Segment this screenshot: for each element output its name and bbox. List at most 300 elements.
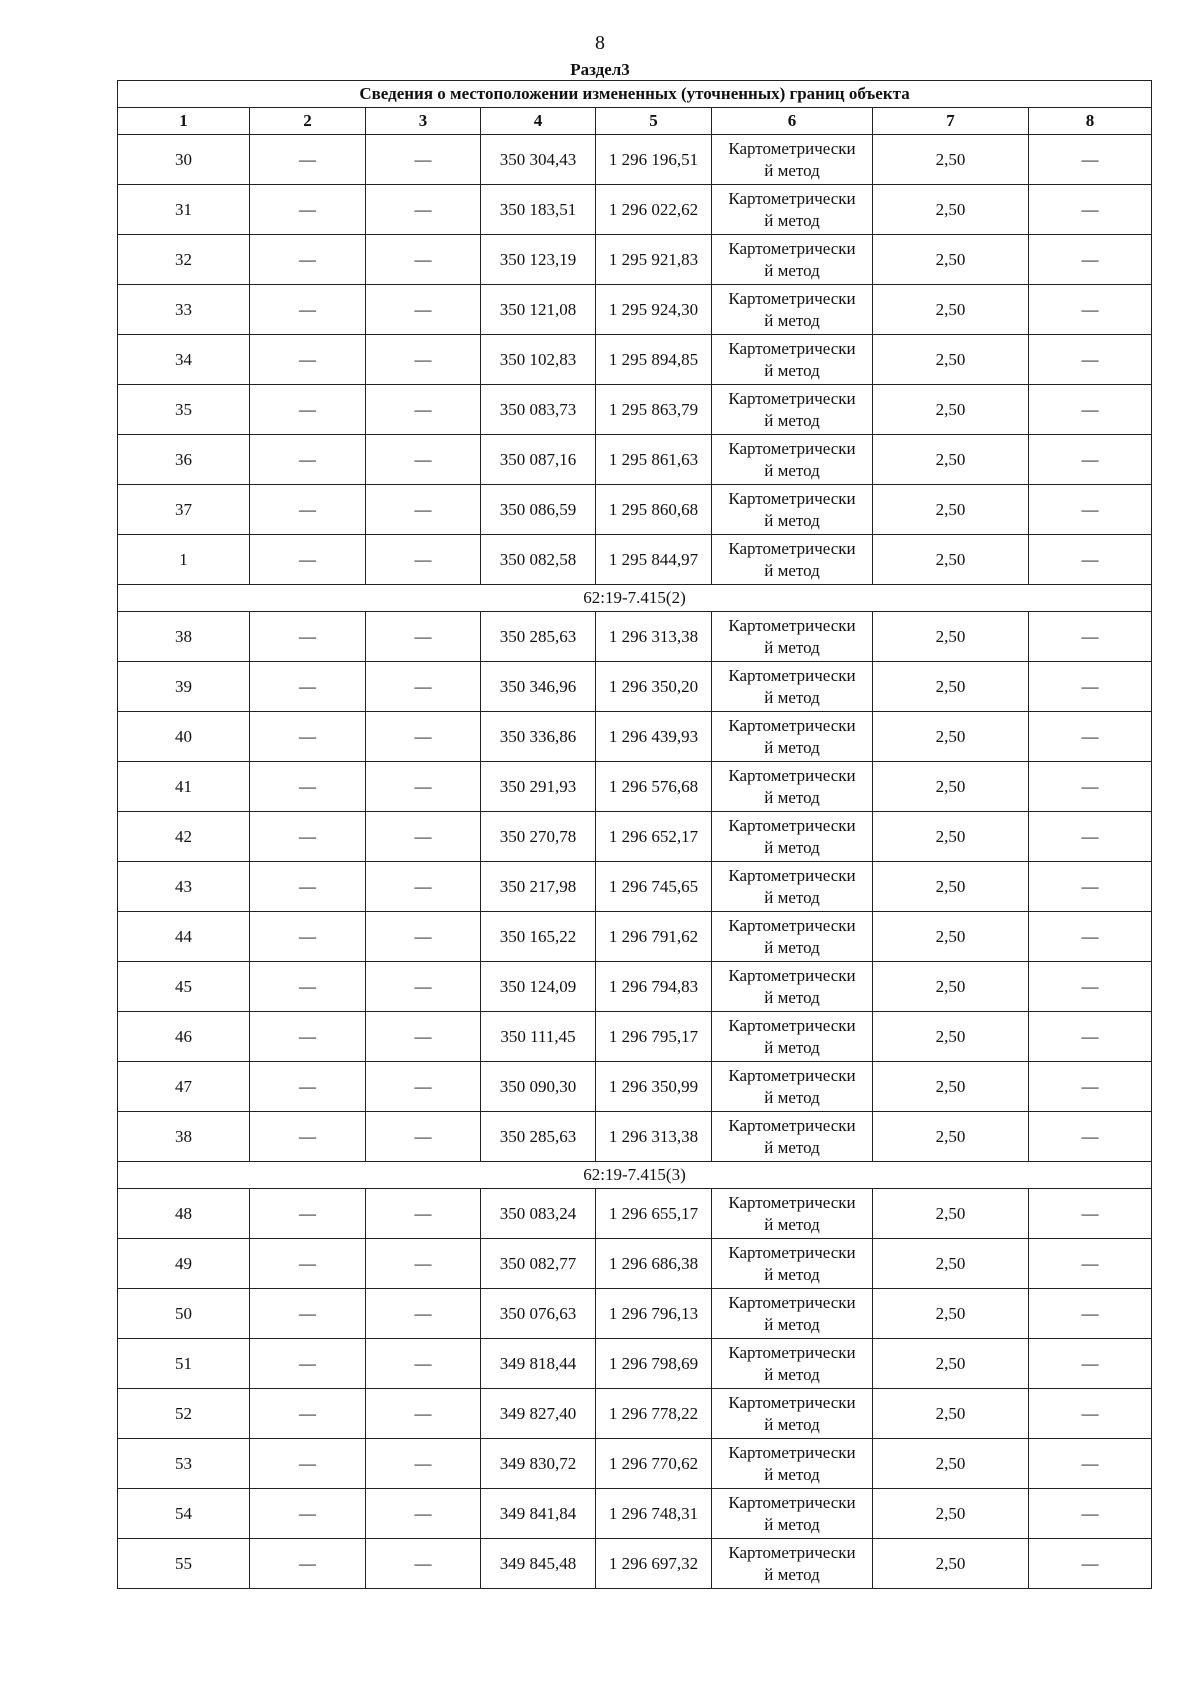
y-coordinate-cell: 1 296 697,32 — [596, 1539, 712, 1589]
method-line-2: й метод — [764, 1564, 820, 1584]
method-line-2: й метод — [764, 1264, 820, 1284]
cell-col-2: — — [250, 235, 366, 285]
cell-col-2: — — [250, 285, 366, 335]
cell-col-2: — — [250, 435, 366, 485]
table-row — [118, 1112, 1152, 1162]
accuracy-cell: 2,50 — [873, 612, 1029, 662]
x-coordinate-cell: 350 285,63 — [481, 1112, 596, 1162]
point-number-cell: 53 — [118, 1439, 250, 1489]
table-caption-row — [118, 81, 1152, 108]
method-line-1: Картометрически — [728, 1542, 856, 1562]
x-coordinate-cell: 349 841,84 — [481, 1489, 596, 1539]
y-coordinate-cell: 1 296 022,62 — [596, 185, 712, 235]
table-row — [118, 862, 1152, 912]
cell-col-3: — — [366, 1189, 481, 1239]
cell-col-8: — — [1029, 712, 1152, 762]
y-coordinate-cell: 1 296 778,22 — [596, 1389, 712, 1439]
cell-col-8: — — [1029, 812, 1152, 862]
cell-col-8: — — [1029, 1189, 1152, 1239]
accuracy-cell: 2,50 — [873, 1112, 1029, 1162]
point-number-cell: 38 — [118, 612, 250, 662]
column-header: 2 — [250, 108, 366, 135]
cell-col-2: — — [250, 862, 366, 912]
boundary-coordinates-table — [117, 80, 1152, 1589]
y-coordinate-cell: 1 295 924,30 — [596, 285, 712, 335]
method-cell — [712, 435, 873, 485]
y-coordinate-cell: 1 296 655,17 — [596, 1189, 712, 1239]
method-line-1: Картометрически — [728, 1015, 856, 1035]
method-cell — [712, 135, 873, 185]
accuracy-cell: 2,50 — [873, 535, 1029, 585]
cell-col-3: — — [366, 962, 481, 1012]
x-coordinate-cell: 350 217,98 — [481, 862, 596, 912]
point-number-cell: 37 — [118, 485, 250, 535]
method-line-2: й метод — [764, 787, 820, 807]
accuracy-cell: 2,50 — [873, 812, 1029, 862]
table-row — [118, 612, 1152, 662]
table-row — [118, 762, 1152, 812]
cell-col-2: — — [250, 1062, 366, 1112]
y-coordinate-cell: 1 296 794,83 — [596, 962, 712, 1012]
accuracy-cell: 2,50 — [873, 912, 1029, 962]
method-cell — [712, 335, 873, 385]
cell-col-3: — — [366, 235, 481, 285]
x-coordinate-cell: 350 123,19 — [481, 235, 596, 285]
point-number-cell: 1 — [118, 535, 250, 585]
method-line-2: й метод — [764, 260, 820, 280]
table-row — [118, 335, 1152, 385]
cell-col-8: — — [1029, 235, 1152, 285]
accuracy-cell: 2,50 — [873, 1439, 1029, 1489]
accuracy-cell: 2,50 — [873, 1062, 1029, 1112]
cell-col-2: — — [250, 485, 366, 535]
cell-col-2: — — [250, 712, 366, 762]
x-coordinate-cell: 350 124,09 — [481, 962, 596, 1012]
table-row — [118, 135, 1152, 185]
cell-col-2: — — [250, 385, 366, 435]
x-coordinate-cell: 350 165,22 — [481, 912, 596, 962]
table-row — [118, 185, 1152, 235]
cell-col-2: — — [250, 662, 366, 712]
method-line-1: Картометрически — [728, 1492, 856, 1512]
column-header: 8 — [1029, 108, 1152, 135]
accuracy-cell: 2,50 — [873, 185, 1029, 235]
cell-col-2: — — [250, 1112, 366, 1162]
method-line-1: Картометрически — [728, 1242, 856, 1262]
method-cell — [712, 612, 873, 662]
cell-col-2: — — [250, 535, 366, 585]
point-number-cell: 43 — [118, 862, 250, 912]
cell-col-2: — — [250, 135, 366, 185]
accuracy-cell: 2,50 — [873, 485, 1029, 535]
x-coordinate-cell: 350 346,96 — [481, 662, 596, 712]
cell-col-3: — — [366, 1489, 481, 1539]
method-cell — [712, 1439, 873, 1489]
method-line-2: й метод — [764, 560, 820, 580]
table-row — [118, 435, 1152, 485]
method-cell — [712, 912, 873, 962]
y-coordinate-cell: 1 295 861,63 — [596, 435, 712, 485]
cell-col-3: — — [366, 762, 481, 812]
method-cell — [712, 862, 873, 912]
point-number-cell: 44 — [118, 912, 250, 962]
method-line-2: й метод — [764, 1414, 820, 1434]
accuracy-cell: 2,50 — [873, 1012, 1029, 1062]
table-row — [118, 285, 1152, 335]
method-cell — [712, 1539, 873, 1589]
method-cell — [712, 1012, 873, 1062]
cell-col-8: — — [1029, 762, 1152, 812]
accuracy-cell: 2,50 — [873, 335, 1029, 385]
table-row — [118, 962, 1152, 1012]
method-line-2: й метод — [764, 410, 820, 430]
method-line-1: Картометрически — [728, 1442, 856, 1462]
method-line-1: Картометрически — [728, 865, 856, 885]
x-coordinate-cell: 350 083,24 — [481, 1189, 596, 1239]
method-line-2: й метод — [764, 1464, 820, 1484]
accuracy-cell: 2,50 — [873, 1239, 1029, 1289]
x-coordinate-cell: 350 336,86 — [481, 712, 596, 762]
cell-col-3: — — [366, 1389, 481, 1439]
contour-group-row — [118, 1162, 1152, 1189]
table-row — [118, 662, 1152, 712]
column-header-row — [118, 108, 1152, 135]
contour-label: 62:19-7.415(3) — [118, 1162, 1152, 1189]
cell-col-8: — — [1029, 1539, 1152, 1589]
cell-col-8: — — [1029, 285, 1152, 335]
cell-col-3: — — [366, 385, 481, 435]
table-row — [118, 1289, 1152, 1339]
cell-col-3: — — [366, 912, 481, 962]
accuracy-cell: 2,50 — [873, 662, 1029, 712]
method-line-2: й метод — [764, 510, 820, 530]
cell-col-2: — — [250, 185, 366, 235]
method-line-1: Картометрически — [728, 765, 856, 785]
method-line-1: Картометрически — [728, 138, 856, 158]
point-number-cell: 40 — [118, 712, 250, 762]
accuracy-cell: 2,50 — [873, 135, 1029, 185]
table-row — [118, 385, 1152, 435]
table-row — [118, 912, 1152, 962]
x-coordinate-cell: 350 121,08 — [481, 285, 596, 335]
cell-col-3: — — [366, 285, 481, 335]
point-number-cell: 31 — [118, 185, 250, 235]
column-header: 6 — [712, 108, 873, 135]
accuracy-cell: 2,50 — [873, 435, 1029, 485]
column-header: 1 — [118, 108, 250, 135]
cell-col-2: — — [250, 1339, 366, 1389]
method-line-2: й метод — [764, 987, 820, 1007]
table-row — [118, 1389, 1152, 1439]
cell-col-8: — — [1029, 1289, 1152, 1339]
cell-col-8: — — [1029, 185, 1152, 235]
point-number-cell: 38 — [118, 1112, 250, 1162]
method-line-1: Картометрически — [728, 388, 856, 408]
y-coordinate-cell: 1 296 791,62 — [596, 912, 712, 962]
method-cell — [712, 712, 873, 762]
x-coordinate-cell: 349 845,48 — [481, 1539, 596, 1589]
x-coordinate-cell: 350 086,59 — [481, 485, 596, 535]
table-row — [118, 812, 1152, 862]
x-coordinate-cell: 349 818,44 — [481, 1339, 596, 1389]
table-row — [118, 1012, 1152, 1062]
y-coordinate-cell: 1 295 844,97 — [596, 535, 712, 585]
method-line-2: й метод — [764, 160, 820, 180]
accuracy-cell: 2,50 — [873, 235, 1029, 285]
cell-col-2: — — [250, 1539, 366, 1589]
cell-col-2: — — [250, 962, 366, 1012]
cell-col-3: — — [366, 485, 481, 535]
accuracy-cell: 2,50 — [873, 862, 1029, 912]
method-line-1: Картометрически — [728, 915, 856, 935]
cell-col-2: — — [250, 1239, 366, 1289]
y-coordinate-cell: 1 296 652,17 — [596, 812, 712, 862]
cell-col-3: — — [366, 1289, 481, 1339]
accuracy-cell: 2,50 — [873, 1339, 1029, 1389]
method-line-1: Картометрически — [728, 338, 856, 358]
cell-col-8: — — [1029, 1062, 1152, 1112]
accuracy-cell: 2,50 — [873, 385, 1029, 435]
cell-col-8: — — [1029, 1439, 1152, 1489]
table-row — [118, 535, 1152, 585]
point-number-cell: 47 — [118, 1062, 250, 1112]
cell-col-8: — — [1029, 962, 1152, 1012]
method-line-2: й метод — [764, 1137, 820, 1157]
cell-col-2: — — [250, 1439, 366, 1489]
column-header: 4 — [481, 108, 596, 135]
method-line-1: Картометрически — [728, 1192, 856, 1212]
y-coordinate-cell: 1 296 798,69 — [596, 1339, 712, 1389]
cell-col-8: — — [1029, 1112, 1152, 1162]
cell-col-8: — — [1029, 912, 1152, 962]
x-coordinate-cell: 350 183,51 — [481, 185, 596, 235]
method-line-1: Картометрически — [728, 615, 856, 635]
method-line-2: й метод — [764, 1214, 820, 1234]
method-line-2: й метод — [764, 687, 820, 707]
cell-col-3: — — [366, 1062, 481, 1112]
method-line-1: Картометрически — [728, 1115, 856, 1135]
cell-col-3: — — [366, 1239, 481, 1289]
cell-col-3: — — [366, 335, 481, 385]
method-cell — [712, 235, 873, 285]
method-cell — [712, 285, 873, 335]
method-line-1: Картометрически — [728, 815, 856, 835]
method-line-2: й метод — [764, 1514, 820, 1534]
method-line-2: й метод — [764, 1087, 820, 1107]
cell-col-8: — — [1029, 135, 1152, 185]
method-line-2: й метод — [764, 210, 820, 230]
x-coordinate-cell: 349 827,40 — [481, 1389, 596, 1439]
accuracy-cell: 2,50 — [873, 762, 1029, 812]
cell-col-8: — — [1029, 335, 1152, 385]
x-coordinate-cell: 350 291,93 — [481, 762, 596, 812]
accuracy-cell: 2,50 — [873, 1289, 1029, 1339]
method-cell — [712, 1189, 873, 1239]
section-title: Раздел3 — [570, 60, 630, 79]
x-coordinate-cell: 349 830,72 — [481, 1439, 596, 1489]
method-cell — [712, 662, 873, 712]
method-cell — [712, 385, 873, 435]
point-number-cell: 52 — [118, 1389, 250, 1439]
method-cell — [712, 1489, 873, 1539]
method-cell — [712, 1289, 873, 1339]
point-number-cell: 48 — [118, 1189, 250, 1239]
method-line-1: Картометрически — [728, 715, 856, 735]
y-coordinate-cell: 1 296 796,13 — [596, 1289, 712, 1339]
cell-col-3: — — [366, 612, 481, 662]
method-line-1: Картометрически — [728, 1292, 856, 1312]
x-coordinate-cell: 350 102,83 — [481, 335, 596, 385]
table-row — [118, 235, 1152, 285]
cell-col-2: — — [250, 335, 366, 385]
table-row — [118, 1539, 1152, 1589]
method-line-1: Картометрически — [728, 1065, 856, 1085]
cell-col-8: — — [1029, 862, 1152, 912]
method-line-1: Картометрически — [728, 538, 856, 558]
table-row — [118, 1239, 1152, 1289]
accuracy-cell: 2,50 — [873, 1489, 1029, 1539]
y-coordinate-cell: 1 296 350,20 — [596, 662, 712, 712]
x-coordinate-cell: 350 083,73 — [481, 385, 596, 435]
y-coordinate-cell: 1 296 795,17 — [596, 1012, 712, 1062]
cell-col-2: — — [250, 812, 366, 862]
point-number-cell: 41 — [118, 762, 250, 812]
table-row — [118, 1189, 1152, 1239]
cell-col-8: — — [1029, 385, 1152, 435]
y-coordinate-cell: 1 296 196,51 — [596, 135, 712, 185]
method-cell — [712, 962, 873, 1012]
cell-col-3: — — [366, 1112, 481, 1162]
point-number-cell: 51 — [118, 1339, 250, 1389]
method-cell — [712, 1389, 873, 1439]
cell-col-8: — — [1029, 535, 1152, 585]
method-line-1: Картометрически — [728, 238, 856, 258]
cell-col-3: — — [366, 1539, 481, 1589]
method-line-2: й метод — [764, 1364, 820, 1384]
cell-col-8: — — [1029, 1239, 1152, 1289]
method-line-2: й метод — [764, 637, 820, 657]
x-coordinate-cell: 350 111,45 — [481, 1012, 596, 1062]
y-coordinate-cell: 1 296 686,38 — [596, 1239, 712, 1289]
cell-col-8: — — [1029, 435, 1152, 485]
method-line-1: Картометрически — [728, 1392, 856, 1412]
cell-col-8: — — [1029, 662, 1152, 712]
method-cell — [712, 1339, 873, 1389]
x-coordinate-cell: 350 285,63 — [481, 612, 596, 662]
cell-col-3: — — [366, 1012, 481, 1062]
table-body — [118, 135, 1152, 1589]
point-number-cell: 30 — [118, 135, 250, 185]
cell-col-2: — — [250, 1189, 366, 1239]
cell-col-3: — — [366, 435, 481, 485]
point-number-cell: 35 — [118, 385, 250, 435]
page-number: 8 — [595, 32, 605, 54]
x-coordinate-cell: 350 087,16 — [481, 435, 596, 485]
contour-label: 62:19-7.415(2) — [118, 585, 1152, 612]
cell-col-3: — — [366, 185, 481, 235]
method-line-2: й метод — [764, 1037, 820, 1057]
cell-col-3: — — [366, 862, 481, 912]
method-cell — [712, 1239, 873, 1289]
cell-col-2: — — [250, 612, 366, 662]
y-coordinate-cell: 1 295 921,83 — [596, 235, 712, 285]
point-number-cell: 54 — [118, 1489, 250, 1539]
table-row — [118, 1489, 1152, 1539]
method-line-2: й метод — [764, 360, 820, 380]
method-line-1: Картометрически — [728, 665, 856, 685]
method-line-2: й метод — [764, 737, 820, 757]
point-number-cell: 34 — [118, 335, 250, 385]
point-number-cell: 36 — [118, 435, 250, 485]
accuracy-cell: 2,50 — [873, 285, 1029, 335]
y-coordinate-cell: 1 295 894,85 — [596, 335, 712, 385]
cell-col-3: — — [366, 812, 481, 862]
cell-col-2: — — [250, 912, 366, 962]
cell-col-2: — — [250, 1012, 366, 1062]
point-number-cell: 42 — [118, 812, 250, 862]
y-coordinate-cell: 1 296 313,38 — [596, 1112, 712, 1162]
cell-col-8: — — [1029, 1339, 1152, 1389]
y-coordinate-cell: 1 296 313,38 — [596, 612, 712, 662]
method-line-1: Картометрически — [728, 188, 856, 208]
cell-col-3: — — [366, 1339, 481, 1389]
accuracy-cell: 2,50 — [873, 962, 1029, 1012]
y-coordinate-cell: 1 296 439,93 — [596, 712, 712, 762]
method-cell — [712, 185, 873, 235]
cell-col-8: — — [1029, 1389, 1152, 1439]
point-number-cell: 55 — [118, 1539, 250, 1589]
accuracy-cell: 2,50 — [873, 1539, 1029, 1589]
y-coordinate-cell: 1 296 770,62 — [596, 1439, 712, 1489]
cell-col-2: — — [250, 1489, 366, 1539]
accuracy-cell: 2,50 — [873, 712, 1029, 762]
cell-col-2: — — [250, 1389, 366, 1439]
accuracy-cell: 2,50 — [873, 1389, 1029, 1439]
method-line-2: й метод — [764, 837, 820, 857]
y-coordinate-cell: 1 296 350,99 — [596, 1062, 712, 1112]
method-line-2: й метод — [764, 887, 820, 907]
method-cell — [712, 1112, 873, 1162]
x-coordinate-cell: 350 082,58 — [481, 535, 596, 585]
method-line-2: й метод — [764, 1314, 820, 1334]
x-coordinate-cell: 350 270,78 — [481, 812, 596, 862]
y-coordinate-cell: 1 296 748,31 — [596, 1489, 712, 1539]
table-row — [118, 485, 1152, 535]
method-cell — [712, 812, 873, 862]
point-number-cell: 39 — [118, 662, 250, 712]
cell-col-2: — — [250, 762, 366, 812]
cell-col-8: — — [1029, 612, 1152, 662]
column-header: 5 — [596, 108, 712, 135]
method-line-1: Картометрически — [728, 288, 856, 308]
x-coordinate-cell: 350 304,43 — [481, 135, 596, 185]
cell-col-8: — — [1029, 1012, 1152, 1062]
method-cell — [712, 1062, 873, 1112]
point-number-cell: 33 — [118, 285, 250, 335]
table-row — [118, 1339, 1152, 1389]
method-line-1: Картометрически — [728, 965, 856, 985]
cell-col-3: — — [366, 535, 481, 585]
y-coordinate-cell: 1 296 745,65 — [596, 862, 712, 912]
method-cell — [712, 485, 873, 535]
accuracy-cell: 2,50 — [873, 1189, 1029, 1239]
method-line-1: Картометрически — [728, 488, 856, 508]
x-coordinate-cell: 350 090,30 — [481, 1062, 596, 1112]
point-number-cell: 32 — [118, 235, 250, 285]
cell-col-2: — — [250, 1289, 366, 1339]
method-line-1: Картометрически — [728, 438, 856, 458]
point-number-cell: 49 — [118, 1239, 250, 1289]
